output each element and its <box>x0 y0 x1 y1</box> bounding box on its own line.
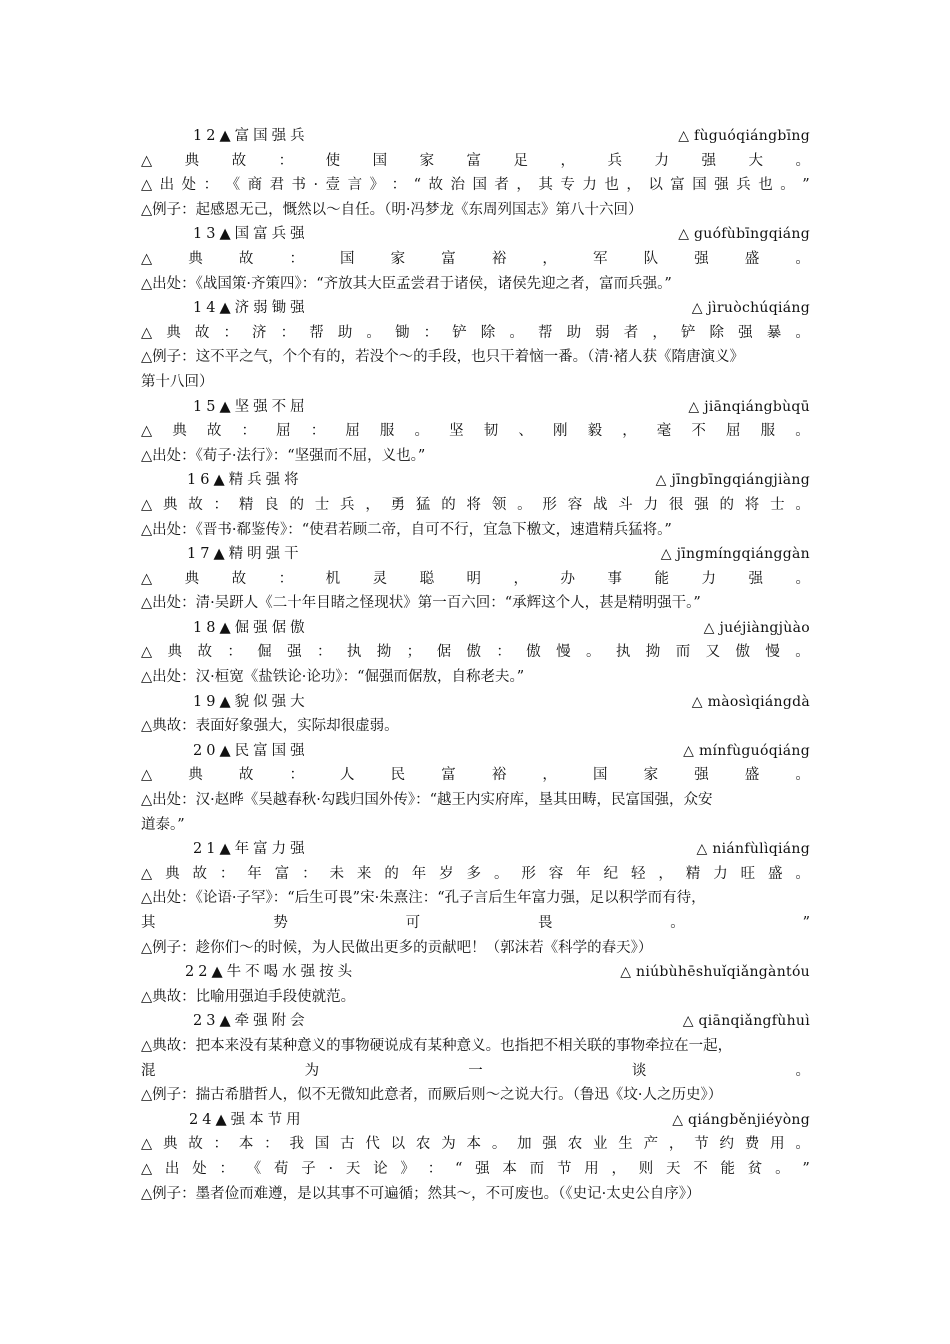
entry-header <box>141 739 810 764</box>
entry-text-line: △例子：趁你们～的时候，为人民做出更多的贡献吧！（郭沫若《科学的春天》） <box>141 939 653 956</box>
entry-text-line: △ 典 故 ： 使 国 家 富 足 ， 兵 力 强 大 。 <box>141 152 810 169</box>
entry-header <box>141 837 810 862</box>
entry-pinyin: △ jìruòchúqiáng <box>691 300 810 317</box>
entry-text-line: △典故：把本来没有某种意义的事物硬说成有某种意义。也指把不相关联的事物牵拉在一起， <box>141 1037 733 1054</box>
entry-title: 19▲貌似强大 <box>193 693 309 710</box>
entry-pinyin: △ jiānqiángbùqū <box>688 398 810 415</box>
entry-text-line: 混 为 一 谈 。 <box>141 1062 810 1079</box>
entry-pinyin: △ fùguóqiángbīng <box>678 128 810 144</box>
entry-pinyin: △ juéjiàngjùào <box>703 619 810 636</box>
entry-title: 12▲富国强兵 <box>193 128 309 144</box>
entry-text-line: △例子：墨者俭而难遵，是以其事不可遍循；然其～，不可废也。（《史记·太史公自序》） <box>141 1185 701 1202</box>
entry-text-line: △例子：揣古希腊哲人，似不无微知此意者，而厥后则～之说大行。（鲁迅《坟·人之历史》） <box>141 1087 723 1104</box>
entry-title: 17▲精明强干 <box>187 546 303 563</box>
entry-title: 20▲民富国强 <box>193 742 309 759</box>
entry-text-line: △ 典 故 ： 国 家 富 裕 ， 军 队 强 盛 。 <box>141 250 810 267</box>
entry-header <box>141 1009 810 1034</box>
entry-text-line: 第十八回） <box>141 373 214 390</box>
entry-text-line: △ 出 处 ： 《 商 君 书 · 壹 言 》 ： “ 故 治 国 者 ， 其 专 力 也 ， 以 富 国 强 兵 也 。 ” <box>141 177 810 194</box>
idiom-entry <box>141 222 810 296</box>
entry-text-line: △ 典 故 ： 倔 强 ： 执 拗 ； 倨 傲 ： 傲 慢 。 执 拗 而 又 傲 慢 。 <box>141 644 810 661</box>
entry-title: 21▲年富力强 <box>193 841 309 858</box>
entry-header <box>141 616 810 641</box>
entry-text-line: △ 典 故 ： 机 灵 聪 明 ， 办 事 能 力 强 。 <box>141 570 810 587</box>
entry-header <box>141 124 810 149</box>
entry-title: 15▲坚强不屈 <box>193 398 309 415</box>
entry-title: 24▲强本节用 <box>189 1111 305 1128</box>
entry-pinyin: △ qiángběnjiéyòng <box>672 1111 810 1128</box>
idiom-entry <box>141 739 810 837</box>
entry-header <box>141 468 810 493</box>
entry-text-line: △出处：《战国策·齐策四》：“齐放其大臣孟尝君于诸侯，诸侯先迎之者，富而兵强。” <box>141 275 672 292</box>
entry-title: 18▲倔强倨傲 <box>193 619 309 636</box>
idiom-entry <box>141 616 810 690</box>
entry-pinyin: △ jīngbīngqiángjiàng <box>655 472 810 489</box>
entry-header <box>141 960 810 985</box>
entry-header <box>141 1108 810 1133</box>
entry-pinyin: △ qiānqiǎngfùhuì <box>682 1013 810 1030</box>
entry-title: 22▲牛不喝水强按头 <box>185 964 357 981</box>
idiom-entry <box>141 690 810 739</box>
entry-header <box>141 222 810 247</box>
entry-header <box>141 690 810 715</box>
entry-text-line: △出处：《荀子·法行》：“坚强而不屈，义也。” <box>141 447 426 464</box>
document-page <box>141 124 810 1206</box>
entry-pinyin: △ niánfùlìqiáng <box>696 841 810 858</box>
idiom-entry <box>141 395 810 469</box>
entry-text-line: △出处：《晋书·郗鉴传》：“使君若顾二帝，自可不行，宜急下檄文，速遣精兵猛将。” <box>141 521 672 538</box>
entry-text-line: △典故：比喻用强迫手段使就范。 <box>141 988 356 1005</box>
idiom-entry <box>141 124 810 222</box>
entry-text-line: △ 典 故 ： 济 ： 帮 助 。 锄 ： 铲 除 。 帮 助 弱 者 ， 铲 除 强 暴 。 <box>141 324 810 341</box>
entry-header <box>141 542 810 567</box>
entry-text-line: 道泰。” <box>141 816 185 833</box>
entry-header <box>141 395 810 420</box>
entry-text-line: △出处：《论语·子罕》：“后生可畏”宋·朱熹注：“孔子言后生年富力强，足以积学而有待， <box>141 890 706 907</box>
entry-text-line: △出处：汉·赵晔《吴越春秋·勾践归国外传》：“越王内实府库，垦其田畴，民富国强，众安 <box>141 792 713 809</box>
idiom-entry <box>141 1108 810 1206</box>
entry-text-line: △出处：清·吴趼人《二十年目睹之怪现状》第一百六回：“承辉这个人，甚是精明强干。” <box>141 595 701 612</box>
entry-text-line: △例子：起感恩无己，慨然以～自任。（明·冯梦龙《东周列国志》第八十六回） <box>141 201 643 218</box>
entry-title: 13▲国富兵强 <box>193 226 309 243</box>
entry-text-line: △ 典 故 ： 屈 ： 屈 服 。 坚 韧 、 刚 毅 ， 毫 不 屈 服 。 <box>141 423 810 440</box>
entry-pinyin: △ màosìqiángdà <box>691 693 810 710</box>
entry-pinyin: △ jīngmíngqiánggàn <box>660 546 810 563</box>
entry-pinyin: △ niúbùhēshuǐqiǎngàntóu <box>620 964 810 981</box>
idiom-entry <box>141 542 810 616</box>
entry-text-line: △ 典 故 ： 年 富 ： 未 来 的 年 岁 多 。 形 容 年 纪 轻 ， 精 力 旺 盛 。 <box>141 865 810 882</box>
idiom-entry <box>141 837 810 960</box>
entry-text-line: △出处：汉·桓宽《盐铁论·论功》：“倔强而倨敖，自称老夫。” <box>141 669 525 686</box>
entry-text-line: △ 典 故 ： 本 ： 我 国 古 代 以 农 为 本 。 加 强 农 业 生 产 ， 节 约 费 用 。 <box>141 1136 810 1153</box>
entry-text-line: △典故：表面好象强大，实际却很虚弱。 <box>141 718 399 735</box>
entry-text-line: △ 典 故 ： 人 民 富 裕 ， 国 家 强 盛 。 <box>141 767 810 784</box>
idiom-entry <box>141 960 810 1009</box>
entry-text-line: △ 出 处 ： 《 荀 子 · 天 论 》 ： “ 强 本 而 节 用 ， 则 天 不 能 贫 。 ” <box>141 1160 810 1177</box>
idiom-entry <box>141 296 810 394</box>
entry-pinyin: △ mínfùguóqiáng <box>683 742 810 759</box>
entry-title: 14▲济弱锄强 <box>193 300 309 317</box>
idiom-entry <box>141 1009 810 1107</box>
entry-text-line: △例子：这不平之气，个个有的，若没个～的手段，也只干着恼一番。（清·褚人获《隋唐演义》 <box>141 349 745 366</box>
entry-pinyin: △ guófùbīngqiáng <box>678 226 810 243</box>
entry-title: 16▲精兵强将 <box>187 472 303 489</box>
entry-text-line: 其 势 可 畏 。 ” <box>141 915 810 931</box>
entry-header <box>141 296 810 321</box>
idiom-entry <box>141 468 810 542</box>
entry-text-line: △ 典 故 ： 精 良 的 士 兵 ， 勇 猛 的 将 领 。 形 容 战 斗 力 很 强 的 将 士 。 <box>141 496 810 513</box>
entry-title: 23▲牵强附会 <box>193 1013 309 1030</box>
